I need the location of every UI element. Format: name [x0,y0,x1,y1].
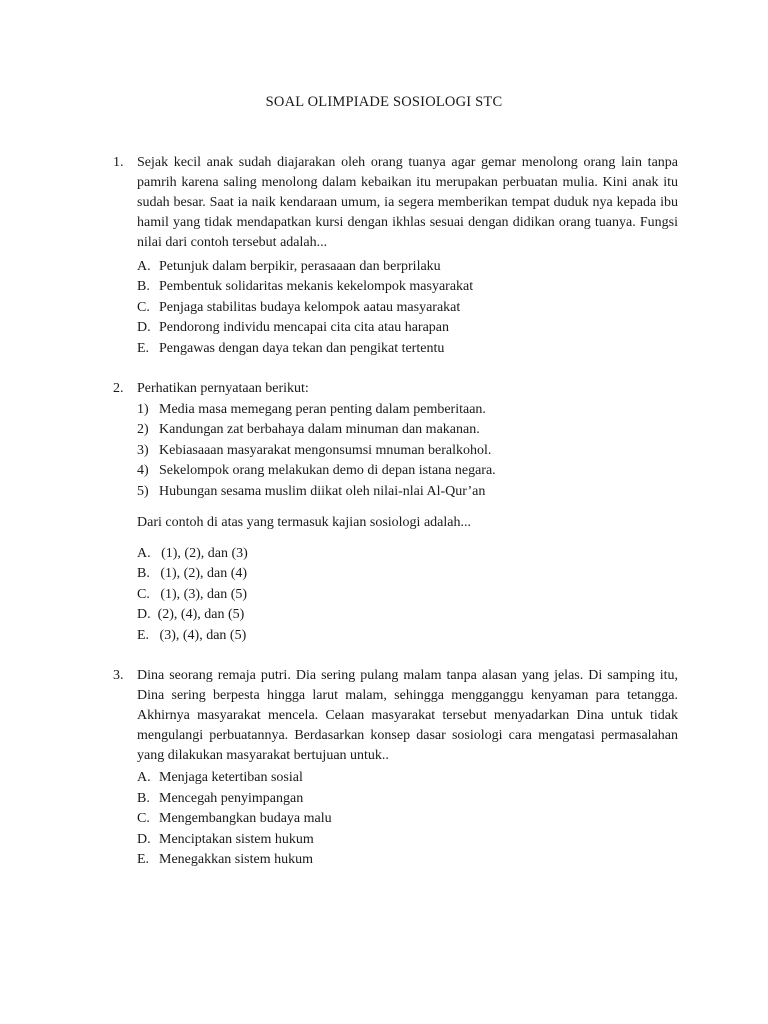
question-text: Dari contoh di atas yang termasuk kajian sosiologi adalah... [137,515,471,530]
option-text: D. (2), (4), dan (5) [137,607,245,622]
statement-text: Kebiasaaan masyarakat mengonsumsi mnuman beralkohol. [159,443,492,458]
statement-number: 5) [137,484,149,499]
option-text: Petunjuk dalam berpikir, perasaaan dan berprilaku [159,259,441,274]
option-text: Penjaga stabilitas budaya kelompok aatau masyarakat [159,300,461,315]
option-text: Mencegah penyimpangan [159,791,304,806]
option-text: Menjaga ketertiban sosial [159,770,303,785]
page-title: SOAL OLIMPIADE SOSIOLOGI STC [265,94,503,110]
option-letter: D. [137,832,151,847]
statement-text: Kandungan zat berbahaya dalam minuman dan makanan. [159,422,480,437]
option-text: Menciptakan sistem hukum [159,832,314,847]
statement-number: 4) [137,463,149,478]
option-text: A. (1), (2), dan (3) [137,546,248,561]
question-stem: Dina seorang remaja putri. Dia sering pulang malam tanpa alasan yang jelas. Di samping itu, Dina sering berpesta hingga larut malam, sehingga mengganggu kenyaman para tetangga. Akhirnya masyarakat mencela. Celaan masyarakat tersebut menyadarkan Dina untuk tidak mengulangi perbuatannya. Berdasarkan konsep dasar sosiologi cara mengatasi permasalahan yang dilakukan masyarakat bertujuan untuk.. [137,668,678,763]
question-number: 2. [113,381,124,396]
question-stem: Sejak kecil anak sudah diajarakan oleh orang tuanya agar gemar menolong orang lain tanpa pamrih karena saling menolong dalam kebaikan itu merupakan perbuatan mulia. Kini anak itu sudah besar. Saat ia naik kendaraan umum, ia segera memberikan tempat duduk nya kepada ibu hamil yang tidak mendapatkan kursi dengan ikhlas sesuai dengan didikan orang tuanya. Fungsi nilai dari contoh tersebut adalah... [137,155,678,250]
option-letter: E. [137,341,150,356]
statement-number: 1) [137,402,149,417]
statement-number: 2) [137,422,149,437]
option-letter: B. [137,791,150,806]
option-letter: D. [137,320,151,335]
option-letter: C. [137,811,150,826]
option-text: Pendorong individu mencapai cita cita atau harapan [159,320,450,335]
statement-text: Sekelompok orang melakukan demo di depan istana negara. [159,463,496,478]
question-intro: Perhatikan pernyataan berikut: [137,381,309,396]
option-text: Pengawas dengan daya tekan dan pengikat tertentu [159,341,445,356]
option-letter: B. [137,279,150,294]
option-letter: A. [137,770,151,785]
option-text: C. (1), (3), dan (5) [137,587,248,602]
option-text: Pembentuk solidaritas mekanis kekelompok masyarakat [159,279,474,294]
option-text: E. (3), (4), dan (5) [137,628,247,643]
option-letter: C. [137,300,150,315]
statement-text: Hubungan sesama muslim diikat oleh nilai-nlai Al-Qur’an [159,484,486,499]
question-number: 3. [113,668,124,683]
option-letter: A. [137,259,151,274]
option-text: Mengembangkan budaya malu [159,811,332,826]
question-number: 1. [113,155,124,170]
option-letter: E. [137,852,150,867]
option-text: Menegakkan sistem hukum [159,852,313,867]
option-text: B. (1), (2), dan (4) [137,566,248,581]
statement-number: 3) [137,443,149,458]
statement-text: Media masa memegang peran penting dalam pemberitaan. [159,402,486,417]
